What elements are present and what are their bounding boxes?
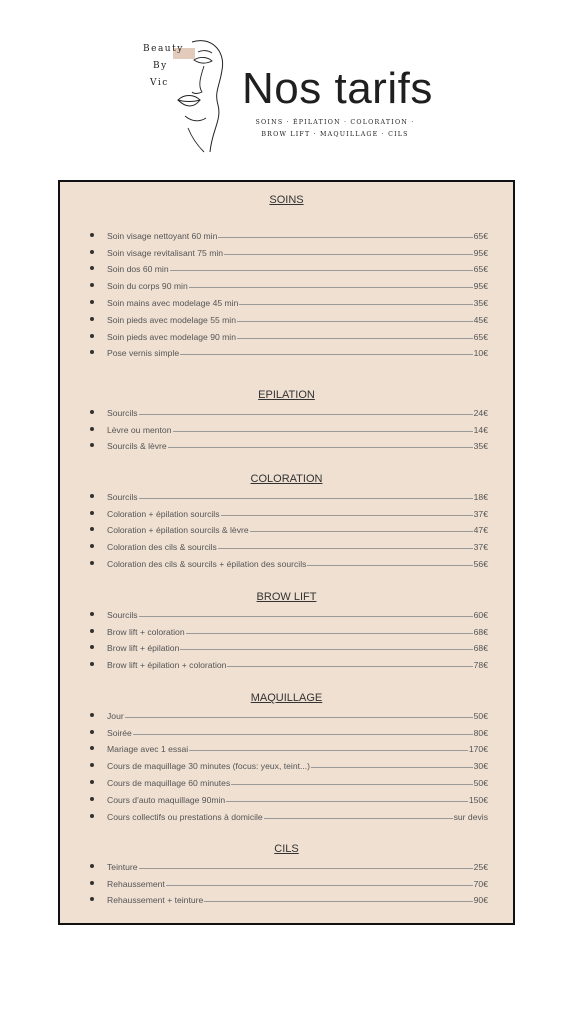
page-subtitle — [250, 117, 420, 141]
item-price: 30€ — [473, 761, 488, 772]
price-card — [58, 180, 515, 925]
list-item — [90, 620, 488, 637]
list-item — [90, 754, 488, 771]
item-price: 50€ — [473, 777, 488, 788]
list-item — [90, 502, 488, 519]
list-item — [90, 855, 488, 872]
dotted-leader — [139, 616, 473, 617]
item-name: Soin visage revitalisant 75 min — [107, 247, 224, 258]
item-name: Soin pieds avec modelage 90 min — [107, 331, 236, 342]
list-item — [90, 519, 488, 536]
item-price: 24€ — [473, 407, 488, 418]
item-name: Brow lift + coloration — [107, 626, 185, 637]
brand-vic: Vic — [150, 78, 169, 88]
dotted-leader — [204, 901, 472, 902]
dotted-leader — [139, 868, 473, 869]
list-item — [90, 788, 488, 805]
item-name: Lèvre ou menton — [107, 424, 172, 435]
list-item — [90, 325, 488, 342]
item-price: 65€ — [473, 230, 488, 241]
item-name: Coloration + épilation sourcils & lèvre — [107, 525, 249, 536]
list-item — [90, 704, 488, 721]
item-price: 65€ — [473, 264, 488, 275]
section-list-maquillage — [90, 704, 488, 822]
item-name: Soin du corps 90 min — [107, 281, 188, 292]
item-price: 14€ — [473, 424, 488, 435]
section-title-epilation: EPILATION — [258, 389, 315, 401]
dotted-leader — [221, 515, 473, 516]
dotted-leader — [239, 304, 472, 305]
item-name: Sourcils & lèvre — [107, 441, 167, 452]
item-price: 95€ — [473, 281, 488, 292]
item-price: 45€ — [473, 314, 488, 325]
item-price: 56€ — [473, 558, 488, 569]
item-price: 95€ — [473, 247, 488, 258]
item-price: 37€ — [473, 542, 488, 553]
list-item — [90, 535, 488, 552]
list-item — [90, 342, 488, 359]
item-price: 80€ — [473, 727, 488, 738]
section-list-soins — [90, 224, 488, 358]
subtitle-line-1: SOINS · ÉPILATION · COLORATION · — [255, 119, 415, 126]
item-price: 10€ — [473, 348, 488, 359]
dotted-leader — [189, 287, 473, 288]
dotted-leader — [125, 717, 473, 718]
dotted-leader — [168, 447, 473, 448]
list-item — [90, 274, 488, 291]
list-item — [90, 552, 488, 569]
item-name: Teinture — [107, 861, 138, 872]
list-item — [90, 291, 488, 308]
item-name: Rehaussement — [107, 878, 165, 889]
item-name: Pose vernis simple — [107, 348, 180, 359]
section-list-epilation — [90, 401, 488, 451]
dotted-leader — [139, 414, 473, 415]
item-name: Mariage avec 1 essai — [107, 744, 189, 755]
section-title-cils: CILS — [274, 843, 299, 855]
list-item — [90, 224, 488, 241]
item-name: Cours collectifs ou prestations à domicile — [107, 811, 263, 822]
dotted-leader — [170, 270, 473, 271]
item-price: sur devis — [453, 811, 488, 822]
dotted-leader — [227, 666, 472, 667]
section-list-brow-lift — [90, 603, 488, 670]
item-price: 68€ — [473, 643, 488, 654]
dotted-leader — [189, 750, 468, 751]
list-item — [90, 805, 488, 822]
dotted-leader — [133, 734, 473, 735]
dotted-leader — [139, 498, 473, 499]
dotted-leader — [307, 565, 472, 566]
page-title: Nos tarifs — [242, 64, 433, 113]
item-name: Sourcils — [107, 407, 138, 418]
item-name: Soin dos 60 min — [107, 264, 169, 275]
list-item — [90, 872, 488, 889]
item-price: 90€ — [473, 895, 488, 906]
list-item — [90, 653, 488, 670]
list-item — [90, 738, 488, 755]
logo — [140, 30, 230, 155]
list-item — [90, 258, 488, 275]
item-price: 68€ — [473, 626, 488, 637]
dotted-leader — [186, 633, 473, 634]
item-price: 35€ — [473, 441, 488, 452]
item-name: Soin mains avec modelage 45 min — [107, 297, 239, 308]
item-name: Sourcils — [107, 609, 138, 620]
item-name: Coloration des cils & sourcils — [107, 542, 217, 553]
item-price: 60€ — [473, 609, 488, 620]
item-price: 50€ — [473, 710, 488, 721]
list-item — [90, 603, 488, 620]
item-name: Coloration + épilation sourcils — [107, 508, 220, 519]
section-list-coloration — [90, 485, 488, 569]
item-name: Soin pieds avec modelage 55 min — [107, 314, 236, 325]
item-name: Soin visage nettoyant 60 min — [107, 230, 218, 241]
list-item — [90, 721, 488, 738]
brand-beauty: Beauty — [143, 44, 184, 54]
section-title-brow-lift: BROW LIFT — [256, 591, 317, 603]
list-item — [90, 401, 488, 418]
list-item — [90, 889, 488, 906]
item-name: Rehaussement + teinture — [107, 895, 204, 906]
list-item — [90, 485, 488, 502]
section-title-soins: SOINS — [269, 194, 304, 206]
item-name: Cours d'auto maquillage 90min — [107, 794, 226, 805]
item-price: 37€ — [473, 508, 488, 519]
item-price: 47€ — [473, 525, 488, 536]
item-price: 35€ — [473, 297, 488, 308]
dotted-leader — [226, 801, 468, 802]
dotted-leader — [166, 885, 473, 886]
section-list-cils — [90, 855, 488, 905]
item-name: Sourcils — [107, 491, 138, 502]
dotted-leader — [311, 767, 473, 768]
item-price: 18€ — [473, 491, 488, 502]
header — [0, 0, 576, 170]
section-title-maquillage: MAQUILLAGE — [250, 692, 323, 704]
list-item — [90, 418, 488, 435]
item-name: Soirée — [107, 727, 132, 738]
dotted-leader — [237, 338, 473, 339]
item-price: 150€ — [468, 794, 488, 805]
list-item — [90, 241, 488, 258]
item-name: Jour — [107, 710, 124, 721]
dotted-leader — [180, 649, 472, 650]
dotted-leader — [231, 784, 472, 785]
item-name: Cours de maquillage 60 minutes — [107, 777, 231, 788]
list-item — [90, 308, 488, 325]
item-name: Brow lift + épilation — [107, 643, 180, 654]
item-name: Cours de maquillage 30 minutes (focus: yeux, teint...) — [107, 761, 311, 772]
dotted-leader — [180, 354, 473, 355]
dotted-leader — [218, 548, 473, 549]
dotted-leader — [250, 531, 473, 532]
item-price: 65€ — [473, 331, 488, 342]
subtitle-line-2: BROW LIFT · MAQUILLAGE · CILS — [261, 131, 409, 138]
list-item — [90, 771, 488, 788]
item-price: 70€ — [473, 878, 488, 889]
item-price: 170€ — [468, 744, 488, 755]
item-price: 25€ — [473, 861, 488, 872]
brand-by: By — [153, 61, 168, 71]
list-item — [90, 637, 488, 654]
item-price: 78€ — [473, 660, 488, 671]
dotted-leader — [264, 818, 453, 819]
dotted-leader — [224, 254, 473, 255]
item-name: Brow lift + épilation + coloration — [107, 660, 227, 671]
dotted-leader — [218, 237, 472, 238]
section-title-coloration: COLORATION — [250, 473, 323, 485]
list-item — [90, 435, 488, 452]
dotted-leader — [173, 431, 473, 432]
item-name: Coloration des cils & sourcils + épilation des sourcils — [107, 558, 307, 569]
dotted-leader — [237, 321, 473, 322]
